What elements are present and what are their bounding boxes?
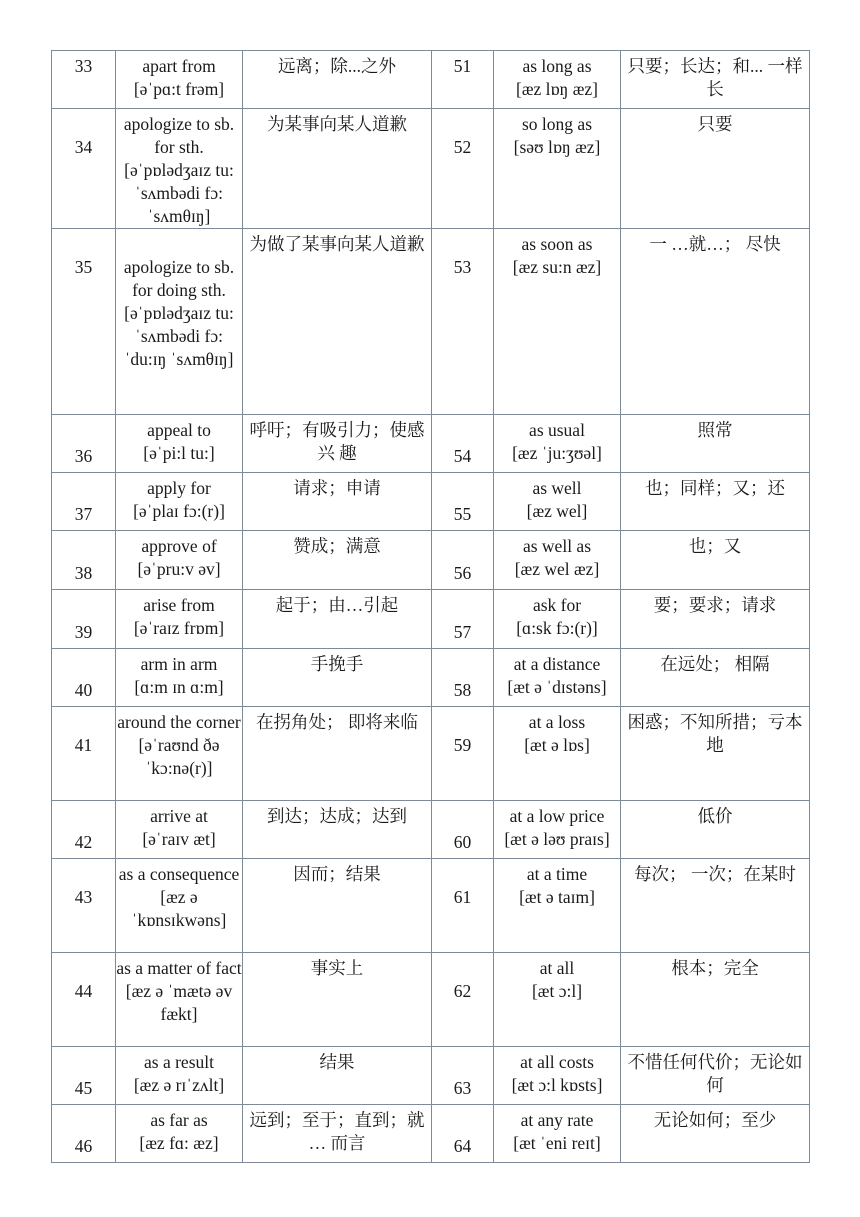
entry-number: 56: [432, 531, 494, 590]
phrase-cell: [494, 953, 621, 1047]
phonetic-text: [æz ˈju:ʒʊəl]: [512, 443, 602, 463]
phrase-cell: [494, 801, 621, 859]
phrase-text: as a result: [144, 1052, 214, 1072]
phrase-text: approve of: [141, 536, 217, 556]
entry-number: 38: [52, 531, 116, 590]
phonetic-text: [əˈpɒlədʒaɪz tu: ˈsʌmbədi fɔ: ˈdu:ɪŋ ˈsʌmθɪŋ]: [124, 303, 234, 369]
entry-number: 33: [52, 51, 116, 109]
phonetic-text: [əˈpɑ:t frəm]: [133, 79, 225, 99]
table-row: [52, 801, 810, 859]
meaning-cell: 远离；除...之外: [243, 51, 432, 109]
phrase-cell: [116, 473, 243, 531]
phrase-cell: [116, 590, 243, 649]
phonetic-text: [æt ə ləʊ praɪs]: [504, 829, 610, 849]
entry-number: 34: [52, 109, 116, 229]
meaning-cell: 远到；至于；直到；就 … 而言: [243, 1105, 432, 1163]
phonetic-text: [æt ɔ:l]: [531, 981, 583, 1001]
phrase-cell: [494, 1105, 621, 1163]
meaning-cell: 照常: [621, 415, 810, 473]
table-row: [52, 229, 810, 415]
meaning-cell: 到达；达成；达到: [243, 801, 432, 859]
table-row: [52, 1105, 810, 1163]
phrase-cell: [116, 707, 243, 801]
meaning-cell: 请求；申请: [243, 473, 432, 531]
phonetic-text: [æt ˈeni reɪt]: [513, 1133, 601, 1153]
meaning-cell: 困惑；不知所措；亏本地: [621, 707, 810, 801]
phonetic-text: [æz wel]: [526, 501, 588, 521]
table-row: [52, 109, 810, 229]
entry-number: 46: [52, 1105, 116, 1163]
meaning-cell: 一 …就…； 尽快: [621, 229, 810, 415]
phrase-cell: [494, 531, 621, 590]
entry-number: 51: [432, 51, 494, 109]
meaning-cell: 为做了某事向某人道歉: [243, 229, 432, 415]
phrase-text: as far as: [150, 1110, 208, 1130]
meaning-cell: 低价: [621, 801, 810, 859]
phonetic-text: [æt ɔ:l kɒsts]: [511, 1075, 603, 1095]
entry-number: 40: [52, 649, 116, 707]
entry-number: 53: [432, 229, 494, 415]
phrase-cell: [116, 1047, 243, 1105]
table-row: [52, 531, 810, 590]
meaning-cell: 因而；结果: [243, 859, 432, 953]
entry-number: 42: [52, 801, 116, 859]
phrase-text: at a loss: [528, 712, 586, 732]
phonetic-text: [æz ə ˈkɒnsɪkwəns]: [131, 887, 227, 930]
phrase-cell: [116, 1105, 243, 1163]
phrase-text: as well: [532, 478, 582, 498]
entry-number: 43: [52, 859, 116, 953]
phonetic-text: [æt ə ˈdɪstəns]: [507, 677, 607, 697]
entry-number: 36: [52, 415, 116, 473]
entry-number: 64: [432, 1105, 494, 1163]
phonetic-text: [æz fɑ: æz]: [139, 1133, 219, 1153]
phrase-text: as a consequence: [118, 864, 240, 884]
phrase-text: so long as: [522, 114, 592, 134]
meaning-cell: 只要: [621, 109, 810, 229]
entry-number: 45: [52, 1047, 116, 1105]
phrase-text: at any rate: [520, 1110, 594, 1130]
phrase-cell: [116, 953, 243, 1047]
vocabulary-table: [51, 50, 810, 1163]
phrase-cell: [494, 1047, 621, 1105]
table-row: [52, 1047, 810, 1105]
table-row: [52, 707, 810, 801]
meaning-cell: 在拐角处； 即将来临: [243, 707, 432, 801]
phrase-cell: [494, 473, 621, 531]
entry-number: 55: [432, 473, 494, 531]
phonetic-text: [səʊ lɒŋ æz]: [513, 137, 601, 157]
phrase-cell: [494, 649, 621, 707]
meaning-cell: 结果: [243, 1047, 432, 1105]
entry-number: 52: [432, 109, 494, 229]
phrase-cell: [116, 649, 243, 707]
meaning-cell: 根本；完全: [621, 953, 810, 1047]
table-row: [52, 953, 810, 1047]
phrase-text: arrive at: [150, 806, 208, 826]
phrase-cell: [494, 707, 621, 801]
meaning-cell: 事实上: [243, 953, 432, 1047]
entry-number: 37: [52, 473, 116, 531]
phrase-cell: [494, 229, 621, 415]
table-row: [52, 649, 810, 707]
meaning-cell: 要；要求；请求: [621, 590, 810, 649]
entry-number: 54: [432, 415, 494, 473]
phrase-cell: [116, 859, 243, 953]
phonetic-text: [æz su:n æz]: [512, 257, 602, 277]
table-row: [52, 415, 810, 473]
meaning-cell: 为某事向某人道歉: [243, 109, 432, 229]
phonetic-text: [əˈplaɪ fɔ:(r)]: [133, 501, 225, 521]
phonetic-text: [æz lɒŋ æz]: [516, 79, 598, 99]
table-row: [52, 473, 810, 531]
phrase-text: as long as: [522, 56, 592, 76]
meaning-cell: 也；同样；又；还: [621, 473, 810, 531]
phrase-text: as well as: [522, 536, 592, 556]
phrase-cell: [116, 531, 243, 590]
phonetic-text: [əˈpi:l tu:]: [143, 443, 215, 463]
phrase-cell: [494, 415, 621, 473]
entry-number: 62: [432, 953, 494, 1047]
phonetic-text: [ɑ:m ɪn ɑ:m]: [134, 677, 224, 697]
meaning-cell: 不惜任何代价；无论如何: [621, 1047, 810, 1105]
phrase-cell: [116, 229, 243, 415]
meaning-cell: 起于；由…引起: [243, 590, 432, 649]
phrase-text: at a time: [526, 864, 588, 884]
meaning-cell: 赞成；满意: [243, 531, 432, 590]
phonetic-text: [æt ə taɪm]: [519, 887, 595, 907]
phrase-cell: [494, 51, 621, 109]
meaning-cell: 无论如何；至少: [621, 1105, 810, 1163]
phrase-text: as usual: [529, 420, 585, 440]
phrase-text: as soon as: [521, 234, 593, 254]
phonetic-text: [æz wel æz]: [514, 559, 600, 579]
entry-number: 41: [52, 707, 116, 801]
entry-number: 63: [432, 1047, 494, 1105]
phrase-text: at a low price: [509, 806, 605, 826]
phonetic-text: [æz ə ˈmætə əv fækt]: [125, 981, 233, 1024]
meaning-cell: 呼吁；有吸引力；使感兴 趣: [243, 415, 432, 473]
phonetic-text: [ɑ:sk fɔ:(r)]: [516, 618, 598, 638]
phrase-text: appeal to: [147, 420, 211, 440]
phonetic-text: [əˈraɪv æt]: [142, 829, 216, 849]
entry-number: 58: [432, 649, 494, 707]
phrase-text: apply for: [147, 478, 211, 498]
meaning-cell: 每次； 一次；在某时: [621, 859, 810, 953]
meaning-cell: 手挽手: [243, 649, 432, 707]
phrase-text: apart from: [142, 56, 216, 76]
entry-number: 57: [432, 590, 494, 649]
table-row: [52, 51, 810, 109]
table-row: [52, 590, 810, 649]
meaning-cell: 也；又: [621, 531, 810, 590]
phonetic-text: [əˈraɪz frɒm]: [133, 618, 225, 638]
meaning-cell: 只要；长达；和... 一样长: [621, 51, 810, 109]
phrase-cell: [116, 51, 243, 109]
entry-number: 39: [52, 590, 116, 649]
phrase-text: ask for: [532, 595, 582, 615]
entry-number: 59: [432, 707, 494, 801]
phrase-cell: [116, 415, 243, 473]
phonetic-text: [əˈpɒlədʒaɪz tu: ˈsʌmbədi fɔ: ˈsʌmθɪŋ]: [124, 160, 234, 226]
table-row: [52, 859, 810, 953]
entry-number: 61: [432, 859, 494, 953]
phrase-text: at all costs: [520, 1052, 594, 1072]
entry-number: 35: [52, 229, 116, 415]
phrase-text: apologize to sb. for doing sth.: [123, 257, 235, 300]
phrase-text: arm in arm: [140, 654, 218, 674]
phrase-text: as a matter of fact: [116, 958, 242, 978]
phrase-cell: [116, 109, 243, 229]
entry-number: 60: [432, 801, 494, 859]
phrase-cell: [494, 590, 621, 649]
phrase-text: apologize to sb. for sth.: [123, 114, 235, 157]
phrase-text: arise from: [143, 595, 215, 615]
phonetic-text: [æt ə lɒs]: [524, 735, 590, 755]
phrase-text: around the corner: [117, 712, 241, 732]
meaning-cell: 在远处； 相隔: [621, 649, 810, 707]
phrase-text: at all: [539, 958, 575, 978]
phonetic-text: [əˈpru:v əv]: [137, 559, 221, 579]
phrase-text: at a distance: [513, 654, 601, 674]
phonetic-text: [əˈraʊnd ðə ˈkɔ:nə(r)]: [138, 735, 220, 778]
phrase-cell: [494, 109, 621, 229]
phonetic-text: [æz ə rɪˈzʌlt]: [133, 1075, 225, 1095]
phrase-cell: [494, 859, 621, 953]
phrase-cell: [116, 801, 243, 859]
entry-number: 44: [52, 953, 116, 1047]
